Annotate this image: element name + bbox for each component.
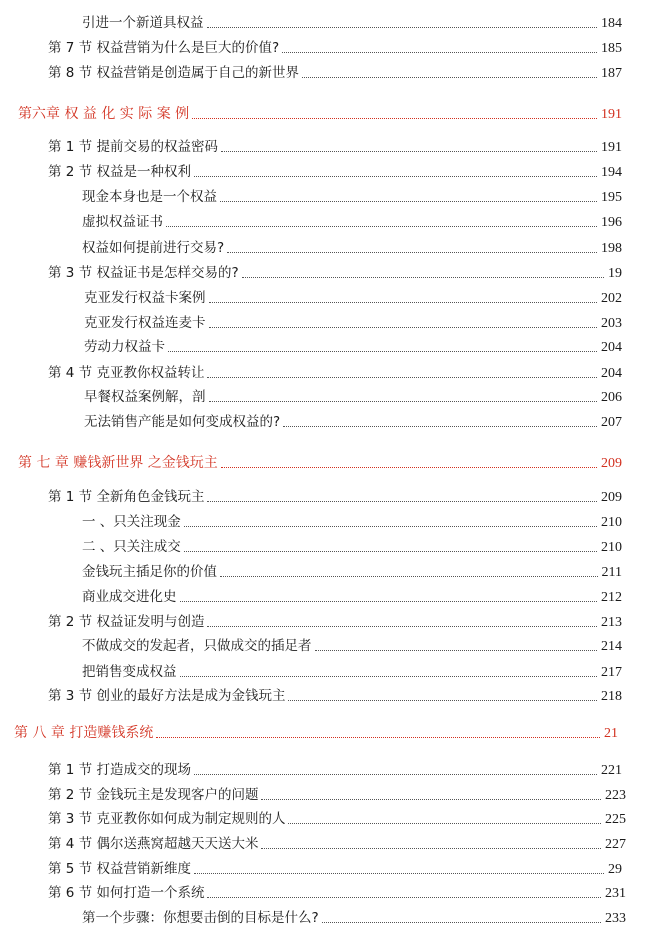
- dot-leader: [288, 822, 601, 824]
- toc-entry-page: 212: [601, 590, 622, 605]
- toc-entry-title: 第 3 节 克亚教你如何成为制定规则的人: [48, 811, 286, 827]
- toc-entry-title: 虚拟权益证书: [82, 214, 163, 230]
- dot-leader: [315, 649, 598, 651]
- toc-entry: [82, 213, 622, 231]
- toc-entry-title: 第 1 节 打造成交的现场: [48, 762, 191, 778]
- toc-chapter-heading: [14, 724, 618, 742]
- dot-leader: [261, 798, 601, 800]
- toc-entry-page: 196: [601, 215, 622, 230]
- dot-leader: [207, 376, 597, 378]
- toc-entry-page: 202: [601, 291, 622, 306]
- toc-entry-title: 权益如何提前进行交易?: [82, 240, 225, 256]
- toc-entry: [48, 39, 622, 57]
- toc-entry-title: 第 6 节 如何打造一个系统: [48, 885, 205, 901]
- dot-leader: [302, 76, 597, 78]
- toc-entry-title: 第 2 节 权益证发明与创造: [48, 614, 205, 630]
- dot-leader: [261, 847, 601, 849]
- toc-entry-title: 第 1 节 提前交易的权益密码: [48, 139, 218, 155]
- toc-entry: [48, 163, 622, 181]
- toc-entry-title: 把销售变成权益: [82, 664, 177, 680]
- dot-leader: [207, 500, 597, 502]
- toc-entry-page: 195: [601, 190, 622, 205]
- toc-entry-page: 203: [601, 316, 622, 331]
- toc-entry-page: 184: [601, 16, 622, 31]
- dot-leader: [184, 525, 597, 527]
- toc-entry: [48, 64, 622, 82]
- toc-entry-title: 克亚发行权益连麦卡: [84, 315, 206, 331]
- dot-leader: [209, 326, 598, 328]
- toc-entry: [82, 637, 622, 655]
- toc-entry-page: 209: [601, 456, 622, 471]
- toc-entry: [82, 909, 626, 927]
- toc-entry: [48, 786, 626, 804]
- toc-entry-title: 第一个步骤：你想要击倒的目标是什么?: [82, 910, 319, 926]
- toc-entry-title: 第 5 节 权益营销新维度: [48, 861, 191, 877]
- toc-entry-title: 克亚发行权益卡案例: [84, 290, 206, 306]
- dot-leader: [283, 425, 597, 427]
- toc-entry: [82, 513, 622, 531]
- toc-entry: [84, 314, 622, 332]
- toc-entry-title: 第 3 节 创业的最好方法是成为金钱玩主: [48, 688, 286, 704]
- toc-entry-title: 第六章 权 益 化 实 际 案 例: [18, 106, 190, 122]
- toc-entry: [84, 338, 622, 356]
- toc-entry-page: 218: [601, 689, 622, 704]
- toc-entry-page: 191: [601, 107, 622, 122]
- toc-entry-page: 209: [601, 490, 622, 505]
- toc-entry: [82, 563, 622, 581]
- dot-leader: [221, 466, 597, 468]
- toc-entry-title: 一 、只关注现金: [82, 514, 181, 530]
- toc-entry-title: 第 七 章 赚钱新世界 之金钱玩主: [18, 455, 218, 471]
- toc-entry-title: 现金本身也是一个权益: [82, 189, 217, 205]
- dot-leader: [227, 251, 597, 253]
- dot-leader: [207, 26, 598, 28]
- toc-entry-title: 引进一个新道具权益: [82, 15, 204, 31]
- dot-leader: [180, 600, 598, 602]
- dot-leader: [194, 773, 597, 775]
- toc-entry-page: 211: [601, 565, 622, 580]
- dot-leader: [168, 350, 597, 352]
- toc-entry-page: 19: [608, 266, 622, 281]
- toc-entry-title: 第 8 节 权益营销是创造属于自己的新世界: [48, 65, 299, 81]
- toc-entry: [48, 860, 622, 878]
- dot-leader: [209, 400, 598, 402]
- dot-leader: [207, 625, 597, 627]
- toc-entry: [82, 239, 622, 257]
- toc-entry: [82, 588, 622, 606]
- toc-entry-page: 185: [601, 41, 622, 56]
- toc-entry-title: 第 八 章 打造赚钱系统: [14, 725, 154, 741]
- toc-entry-title: 第 4 节 偶尔送燕窝超越天天送大米: [48, 836, 259, 852]
- toc-entry-title: 无法销售产能是如何变成权益的?: [84, 414, 281, 430]
- toc-entry-page: 221: [601, 763, 622, 778]
- toc-entry: [82, 14, 622, 32]
- toc-entry-title: 劳动力权益卡: [84, 339, 165, 355]
- dot-leader: [220, 200, 597, 202]
- toc-entry: [84, 388, 622, 406]
- dot-leader: [242, 276, 604, 278]
- toc-entry: [48, 835, 626, 853]
- toc-entry-page: 225: [605, 812, 626, 827]
- toc-entry: [48, 364, 622, 382]
- toc-entry-title: 金钱玩主插足你的价值: [82, 564, 217, 580]
- toc-entry-page: 204: [601, 340, 622, 355]
- toc-entry-page: 210: [601, 515, 622, 530]
- toc-entry-title: 第 4 节 克亚教你权益转让: [48, 365, 205, 381]
- toc-entry-title: 第 2 节 金钱玩主是发现客户的问题: [48, 787, 259, 803]
- toc-entry: [48, 613, 622, 631]
- toc-entry-title: 第 3 节 权益证书是怎样交易的?: [48, 265, 239, 281]
- toc-entry: [48, 761, 622, 779]
- toc-entry-page: 194: [601, 165, 622, 180]
- dot-leader: [156, 736, 600, 738]
- toc-entry-page: 217: [601, 665, 622, 680]
- dot-leader: [209, 301, 598, 303]
- toc-entry-page: 21: [604, 726, 618, 741]
- toc-entry-title: 第 7 节 权益营销为什么是巨大的价值?: [48, 40, 280, 56]
- toc-entry-page: 223: [605, 788, 626, 803]
- toc-entry: [48, 264, 622, 282]
- toc-entry-page: 210: [601, 540, 622, 555]
- toc-entry: [82, 188, 622, 206]
- dot-leader: [322, 921, 601, 923]
- toc-entry-title: 早餐权益案例解，剖: [84, 389, 206, 405]
- toc-chapter-heading: [18, 105, 622, 123]
- dot-leader: [282, 51, 597, 53]
- toc-entry: [48, 810, 626, 828]
- toc-entry-page: 29: [608, 862, 622, 877]
- toc-entry: [48, 687, 622, 705]
- dot-leader: [166, 225, 597, 227]
- dot-leader: [288, 699, 597, 701]
- toc-chapter-heading: [18, 454, 622, 472]
- toc-entry-page: 227: [605, 837, 626, 852]
- toc-entry-page: 198: [601, 241, 622, 256]
- toc-entry: [82, 663, 622, 681]
- toc-entry-page: 187: [601, 66, 622, 81]
- toc-entry-page: 231: [605, 886, 626, 901]
- toc-entry-title: 第 2 节 权益是一种权利: [48, 164, 191, 180]
- toc-entry-title: 二 、只关注成交: [82, 539, 181, 555]
- toc-entry-page: 233: [605, 911, 626, 926]
- toc-entry-title: 商业成交进化史: [82, 589, 177, 605]
- dot-leader: [184, 550, 597, 552]
- dot-leader: [207, 896, 601, 898]
- dot-leader: [194, 872, 604, 874]
- toc-entry: [48, 884, 626, 902]
- toc-entry: [48, 138, 622, 156]
- toc-entry: [48, 488, 622, 506]
- dot-leader: [221, 150, 597, 152]
- toc-entry-page: 213: [601, 615, 622, 630]
- dot-leader: [194, 175, 597, 177]
- toc-entry-page: 191: [601, 140, 622, 155]
- toc-entry-page: 214: [601, 639, 622, 654]
- toc-entry-page: 207: [601, 415, 622, 430]
- toc-entry-title: 第 1 节 全新角色金钱玩主: [48, 489, 205, 505]
- dot-leader: [192, 117, 597, 119]
- toc-entry-page: 206: [601, 390, 622, 405]
- toc-entry: [84, 413, 622, 431]
- toc-entry: [84, 289, 622, 307]
- dot-leader: [180, 675, 598, 677]
- toc-entry-title: 不做成交的发起者，只做成交的插足者: [82, 638, 312, 654]
- dot-leader: [220, 575, 598, 577]
- toc-entry: [82, 538, 622, 556]
- toc-entry-page: 204: [601, 366, 622, 381]
